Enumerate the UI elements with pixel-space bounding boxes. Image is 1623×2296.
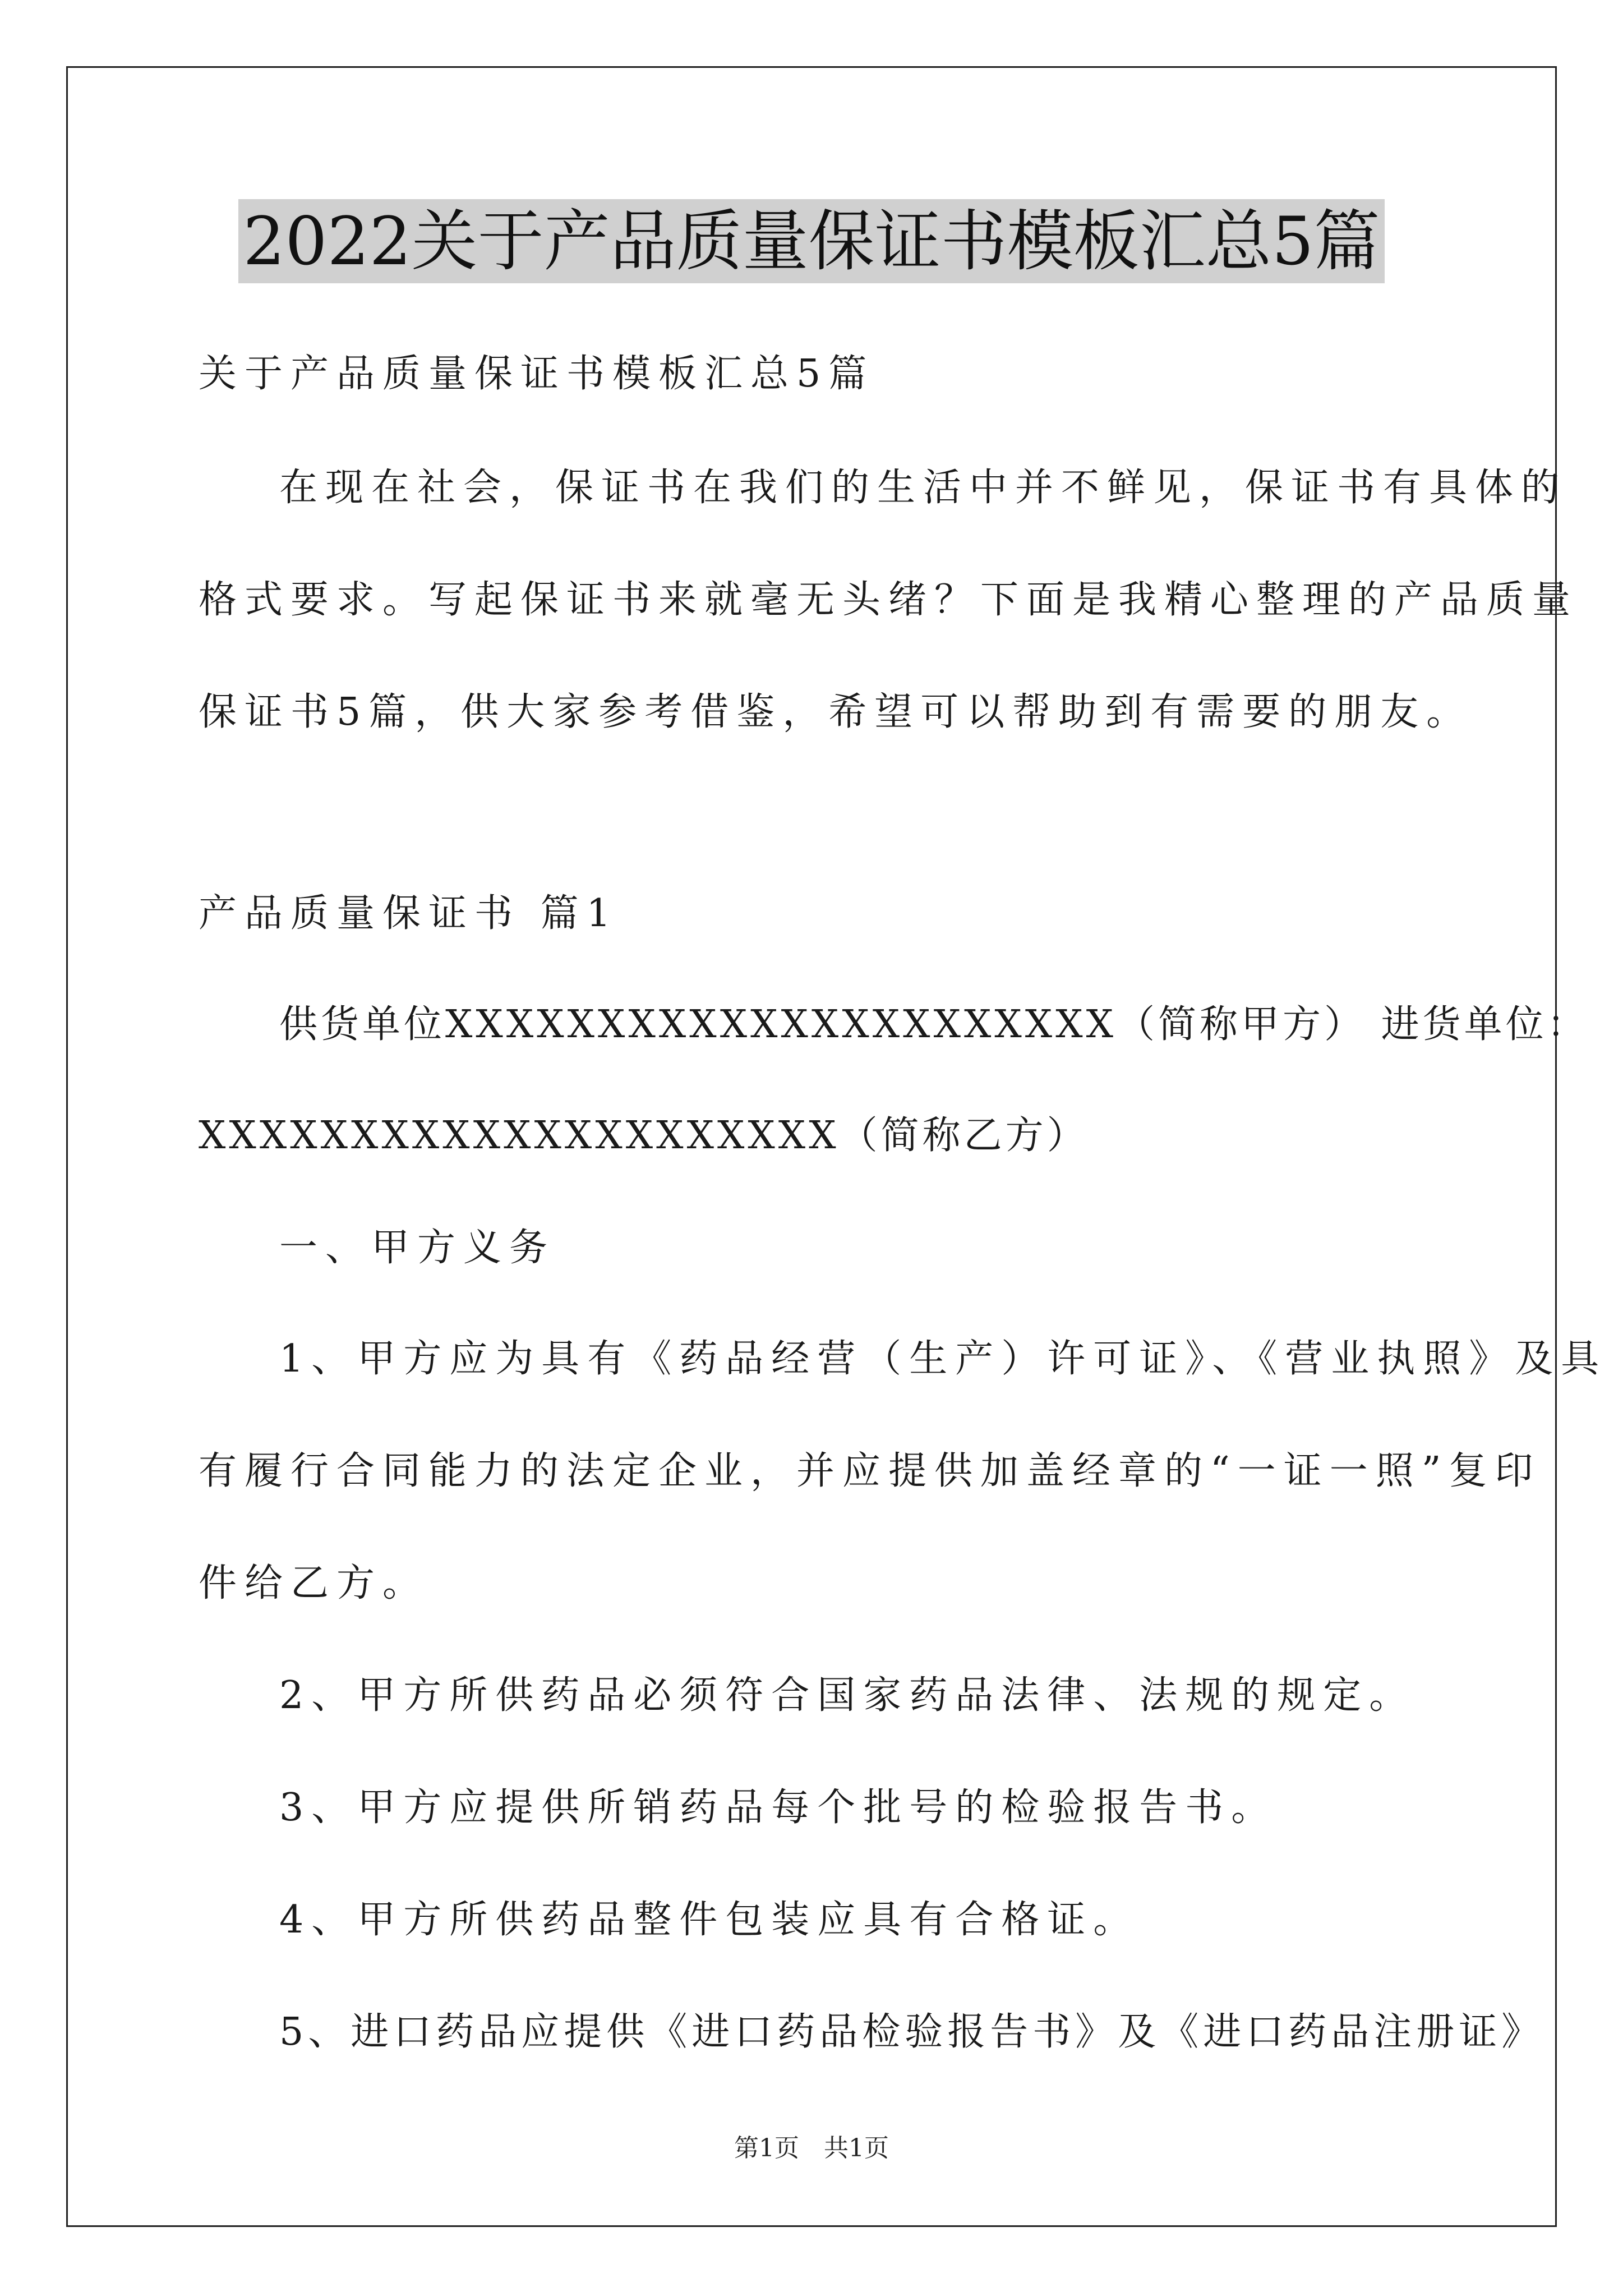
- item-5: 5、进口药品应提供《进口药品检验报告书》及《进口药品注册证》: [279, 2010, 1544, 2054]
- item-2: 2、甲方所供药品必须符合国家药品法律、法规的规定。: [279, 1673, 1415, 1718]
- intro-line-3: 保证书5篇，供大家参考借鉴，希望可以帮助到有需要的朋友。: [199, 690, 1473, 734]
- document-subtitle: 关于产品质量保证书模板汇总5篇: [199, 352, 875, 396]
- parties-line-1: 供货单位XXXXXXXXXXXXXXXXXXXXXX（简称甲方） 进货单位：: [279, 1002, 1589, 1047]
- item-3: 3、甲方应提供所销药品每个批号的检验报告书。: [279, 1786, 1278, 1830]
- item-1-line-1: 1、甲方应为具有《药品经营（生产）许可证》、《营业执照》及具: [279, 1337, 1607, 1381]
- item-1-line-2: 有履行合同能力的法定企业，并应提供加盖经章的“一证一照”复印: [199, 1449, 1541, 1493]
- parties-line-2: XXXXXXXXXXXXXXXXXXXXX（简称乙方）: [199, 1114, 1089, 1158]
- item-4: 4、甲方所供药品整件包装应具有合格证。: [279, 1898, 1140, 1942]
- document-title: 2022关于产品质量保证书模板汇总5篇: [238, 199, 1384, 283]
- intro-line-2: 格式要求。写起保证书来就毫无头绪？下面是我精心整理的产品质量: [199, 578, 1579, 622]
- page-footer: 第1页 共1页: [734, 2134, 889, 2162]
- obligations-heading: 一、甲方义务: [279, 1226, 556, 1270]
- intro-line-1: 在现在社会，保证书在我们的生活中并不鲜见，保证书有具体的: [279, 466, 1567, 510]
- title-container: [0, 199, 1623, 283]
- item-1-line-3: 件给乙方。: [199, 1561, 429, 1605]
- section-heading: 产品质量保证书 篇1: [199, 891, 619, 936]
